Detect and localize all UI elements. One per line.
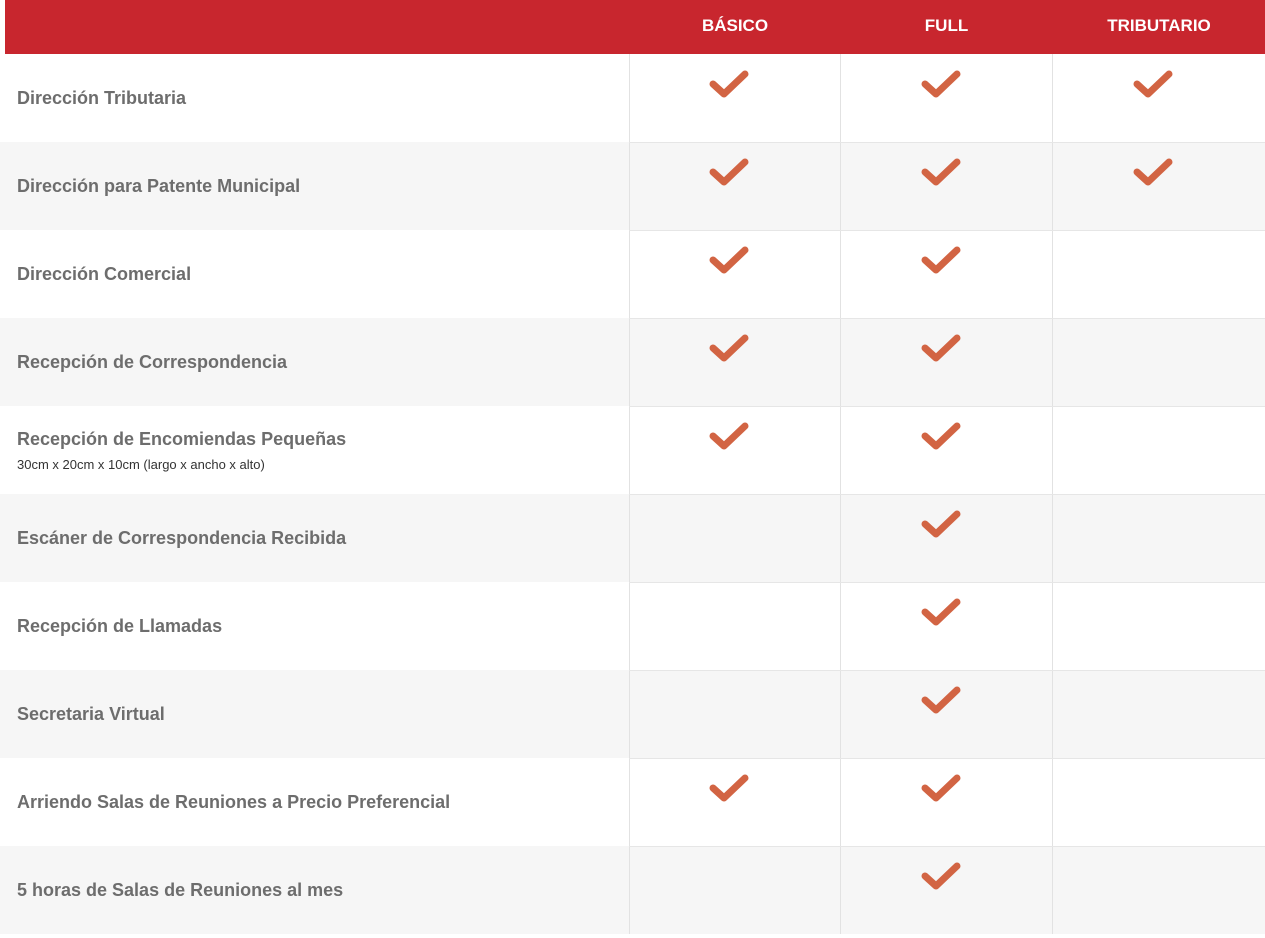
feature-name: 5 horas de Salas de Reuniones al mes: [17, 879, 344, 900]
plan-cell-basico: [630, 54, 840, 142]
plan-cell-full: [841, 54, 1052, 142]
table-row: [0, 230, 1265, 318]
row-divider: [629, 670, 1265, 671]
plan-cell-tributario: [1053, 54, 1265, 142]
table-row: [0, 318, 1265, 406]
feature-name: Escáner de Correspondencia Recibida: [17, 527, 347, 548]
row-label: [17, 846, 617, 934]
check-icon: [921, 421, 961, 451]
check-icon: [709, 245, 749, 275]
row-label: [17, 142, 617, 230]
feature-name: Recepción de Encomiendas Pequeñas: [17, 428, 347, 449]
table-row: [0, 406, 1265, 494]
table-row: [0, 142, 1265, 230]
check-icon: [921, 245, 961, 275]
check-icon: [921, 597, 961, 627]
plan-cell-basico: [630, 406, 840, 494]
check-icon: [921, 685, 961, 715]
row-divider: [629, 318, 1265, 319]
row-divider: [629, 846, 1265, 847]
column-header-tributario: TRIBUTARIO: [1107, 16, 1211, 35]
feature-detail: 30cm x 20cm x 10cm (largo x ancho x alto): [17, 456, 265, 472]
check-icon: [709, 421, 749, 451]
row-divider: [629, 758, 1265, 759]
plan-cell-basico: [630, 670, 840, 758]
plan-cell-tributario: [1053, 406, 1265, 494]
row-label: [17, 494, 617, 582]
plan-cell-basico: [630, 494, 840, 582]
plan-cell-tributario: [1053, 846, 1265, 934]
feature-name: Dirección para Patente Municipal: [17, 175, 301, 196]
row-divider: [629, 406, 1265, 407]
row-label: [17, 318, 617, 406]
feature-name: Dirección Comercial: [17, 263, 192, 284]
plan-header: [5, 0, 1265, 54]
plan-cell-full: [841, 758, 1052, 846]
check-icon: [921, 509, 961, 539]
plan-cell-basico: [630, 142, 840, 230]
plan-cell-full: [841, 670, 1052, 758]
row-divider: [629, 230, 1265, 231]
feature-name: Secretaria Virtual: [17, 703, 165, 724]
row-divider: [629, 142, 1265, 143]
row-label: [17, 670, 617, 758]
plan-cell-full: [841, 142, 1052, 230]
row-divider: [629, 494, 1265, 495]
plan-cell-full: [841, 494, 1052, 582]
row-label: [17, 582, 617, 670]
plan-cell-tributario: [1053, 230, 1265, 318]
row-label: [17, 758, 617, 846]
table-row: [0, 758, 1265, 846]
plan-cell-basico: [630, 230, 840, 318]
table-row: [0, 54, 1265, 142]
check-icon: [921, 333, 961, 363]
plan-cell-tributario: [1053, 670, 1265, 758]
check-icon: [921, 69, 961, 99]
plan-cell-full: [841, 846, 1052, 934]
plan-cell-tributario: [1053, 318, 1265, 406]
row-label: [17, 406, 617, 494]
table-row: [0, 582, 1265, 670]
plan-cell-full: [841, 582, 1052, 670]
column-header-full: FULL: [924, 16, 969, 35]
plan-cell-basico: [630, 846, 840, 934]
feature-name: Recepción de Llamadas: [17, 615, 223, 636]
plan-cell-basico: [630, 582, 840, 670]
column-header-basico: BÁSICO: [701, 16, 769, 35]
plan-cell-tributario: [1053, 494, 1265, 582]
plan-cell-full: [841, 406, 1052, 494]
plan-cell-basico: [630, 318, 840, 406]
plan-cell-full: [841, 230, 1052, 318]
table-row: [0, 670, 1265, 758]
check-icon: [1133, 69, 1173, 99]
check-icon: [1133, 157, 1173, 187]
check-icon: [921, 861, 961, 891]
feature-name: Recepción de Correspondencia: [17, 351, 288, 372]
check-icon: [709, 157, 749, 187]
feature-name: Dirección Tributaria: [17, 87, 187, 108]
check-icon: [709, 333, 749, 363]
row-label: [17, 230, 617, 318]
row-label: [17, 54, 617, 142]
plan-cell-tributario: [1053, 142, 1265, 230]
plan-cell-basico: [630, 758, 840, 846]
check-icon: [709, 69, 749, 99]
check-icon: [709, 773, 749, 803]
table-row: [0, 846, 1265, 934]
feature-name: Arriendo Salas de Reuniones a Precio Preferencial: [17, 791, 451, 812]
row-divider: [629, 582, 1265, 583]
plan-cell-tributario: [1053, 582, 1265, 670]
plan-cell-tributario: [1053, 758, 1265, 846]
plan-cell-full: [841, 318, 1052, 406]
check-icon: [921, 773, 961, 803]
check-icon: [921, 157, 961, 187]
table-row: [0, 494, 1265, 582]
